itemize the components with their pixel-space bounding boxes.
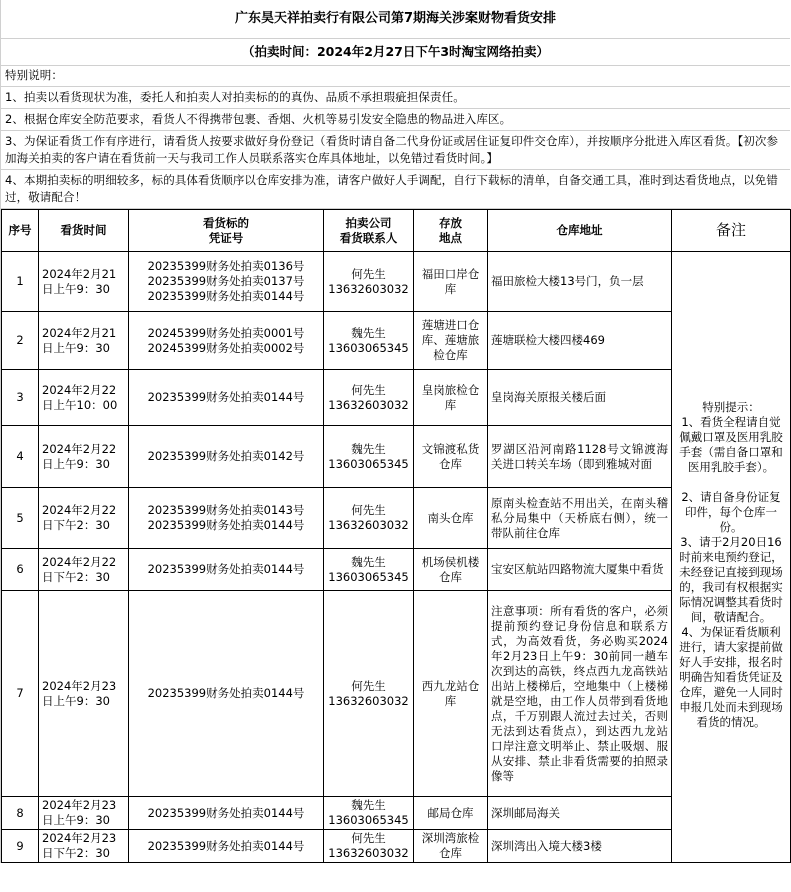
cell-contact: 魏先生 13603065345 [324, 797, 414, 830]
cell-contact: 何先生 13632603032 [324, 591, 414, 797]
cell-lots: 20235399财务处拍卖0136号 20235399财务处拍卖0137号 20235399财务处拍卖0144号 [129, 252, 324, 312]
cell-seq: 3 [2, 370, 39, 426]
header-lots: 看货标的 凭证号 [129, 210, 324, 252]
cell-seq: 7 [2, 591, 39, 797]
cell-lots: 20235399财务处拍卖0144号 [129, 797, 324, 830]
cell-contact: 魏先生 13603065345 [324, 312, 414, 370]
cell-location: 文锦渡私货仓库 [414, 426, 488, 488]
notes-heading: 特别说明： [1, 66, 790, 87]
cell-lots: 20235399财务处拍卖0142号 [129, 426, 324, 488]
note-item-4: 4、本期拍卖标的明细较多，标的具体看货顺序以仓库安排为准，请客户做好人手调配，自行下载标的清单，自备交通工具，准时到达看货地点，以免错过，敬请配合！ [1, 170, 790, 209]
cell-contact: 何先生 13632603032 [324, 488, 414, 549]
viewing-schedule-table [1, 209, 791, 863]
cell-time: 2024年2月23日下午2：30 [39, 830, 129, 863]
cell-location: 南头仓库 [414, 488, 488, 549]
cell-location: 机场侯机楼仓库 [414, 549, 488, 591]
cell-location: 邮局仓库 [414, 797, 488, 830]
cell-location: 皇岗旅检仓库 [414, 370, 488, 426]
cell-time: 2024年2月22日上午9：30 [39, 426, 129, 488]
cell-contact: 何先生 13632603032 [324, 370, 414, 426]
cell-address: 莲塘联检大楼四楼469 [488, 312, 672, 370]
cell-contact: 魏先生 13603065345 [324, 426, 414, 488]
remarks-text: 特别提示： 1、看货全程请自觉佩戴口罩及医用乳胶手套（需自备口罩和医用乳胶手套）。 2、请自备身份证复印件，每个仓库一份。 3、请于2月20日16时前来电预约登记，未经登记直接到现场的，我司有权根据实际情况调整其看货时间，敬请配合。 4、为保证看货顺利进行，请大家提前做好人手安排，报名时明确告知看货凭证及仓库，避免一人同时申报几处而未到现场看货的情况。 [679, 399, 783, 729]
cell-location: 福田口岸仓库 [414, 252, 488, 312]
cell-time: 2024年2月22日下午2：30 [39, 549, 129, 591]
cell-time: 2024年2月22日上午10：00 [39, 370, 129, 426]
remarks-cell [672, 252, 791, 863]
cell-time: 2024年2月21日上午9：30 [39, 312, 129, 370]
header-seq: 序号 [2, 210, 39, 252]
cell-seq: 9 [2, 830, 39, 863]
cell-location: 西九龙站仓库 [414, 591, 488, 797]
header-contact: 拍卖公司 看货联系人 [324, 210, 414, 252]
document-title: 广东昊天祥拍卖行有限公司第7期海关涉案财物看货安排 [1, 0, 790, 39]
cell-seq: 4 [2, 426, 39, 488]
cell-seq: 6 [2, 549, 39, 591]
cell-address: 皇岗海关原报关楼后面 [488, 370, 672, 426]
cell-contact: 何先生 13632603032 [324, 830, 414, 863]
cell-time: 2024年2月21日上午9：30 [39, 252, 129, 312]
header-address: 仓库地址 [488, 210, 672, 252]
cell-address: 原南头检查站不用出关，在南头稽私分局集中（天桥底右侧），统一带队前往仓库 [488, 488, 672, 549]
cell-lots: 20235399财务处拍卖0143号 20235399财务处拍卖0144号 [129, 488, 324, 549]
cell-address: 宝安区航站四路物流大厦集中看货 [488, 549, 672, 591]
table-header-row [2, 210, 791, 252]
cell-address: 注意事项：所有看货的客户，必须提前预约登记身份信息和联系方式，为高效看货，务必购买2024年2月23日上午9：30前同一趟车次到达的高铁，终点西九龙高铁站出站上楼梯后，空地集中（上楼梯就是空地，由工作人员带到看货地点，千万别跟人流过去过关，否则无法到达看货点），到达西九龙站口岸注意文明举止、禁止吸烟、服从安排、禁止非看货需要的拍照录像等 [488, 591, 672, 797]
cell-lots: 20235399财务处拍卖0144号 [129, 830, 324, 863]
cell-lots: 20235399财务处拍卖0144号 [129, 370, 324, 426]
cell-lots: 20235399财务处拍卖0144号 [129, 591, 324, 797]
cell-time: 2024年2月22日下午2：30 [39, 488, 129, 549]
cell-contact: 魏先生 13603065345 [324, 549, 414, 591]
cell-address: 深圳邮局海关 [488, 797, 672, 830]
cell-time: 2024年2月23日上午9：30 [39, 591, 129, 797]
cell-location: 莲塘进口仓库、莲塘旅检仓库 [414, 312, 488, 370]
note-item-2: 2、根据仓库安全防范要求，看货人不得携带包裹、香烟、火机等易引发安全隐患的物品进入库区。 [1, 109, 790, 131]
header-location: 存放 地点 [414, 210, 488, 252]
cell-seq: 1 [2, 252, 39, 312]
cell-address: 深圳湾出入境大楼3楼 [488, 830, 672, 863]
cell-address: 福田旅检大楼13号门，负一层 [488, 252, 672, 312]
table-row [2, 252, 791, 312]
cell-seq: 5 [2, 488, 39, 549]
note-item-3: 3、为保证看货工作有序进行，请看货人按要求做好身份登记（看货时请自备二代身份证或居住证复印件交仓库），并按顺序分批进入库区看货。【初次参加海关拍卖的客户请在看货前一天与我司工作人员联系落实仓库具体地址，以免错过看货时间。】 [1, 131, 790, 170]
header-remarks: 备注 [672, 210, 791, 252]
cell-contact: 何先生 13632603032 [324, 252, 414, 312]
auction-time-subtitle: （拍卖时间：2024年2月27日下午3时淘宝网络拍卖） [1, 39, 790, 66]
cell-location: 深圳湾旅检仓库 [414, 830, 488, 863]
cell-lots: 20245399财务处拍卖0001号 20245399财务处拍卖0002号 [129, 312, 324, 370]
cell-seq: 8 [2, 797, 39, 830]
cell-lots: 20235399财务处拍卖0144号 [129, 549, 324, 591]
header-time: 看货时间 [39, 210, 129, 252]
cell-time: 2024年2月23日上午9：30 [39, 797, 129, 830]
note-item-1: 1、拍卖以看货现状为准，委托人和拍卖人对拍卖标的的真伪、品质不承担瑕疵担保责任。 [1, 87, 790, 109]
cell-seq: 2 [2, 312, 39, 370]
cell-address: 罗湖区沿河南路1128号文锦渡海关进口转关车场（即到雅城对面 [488, 426, 672, 488]
